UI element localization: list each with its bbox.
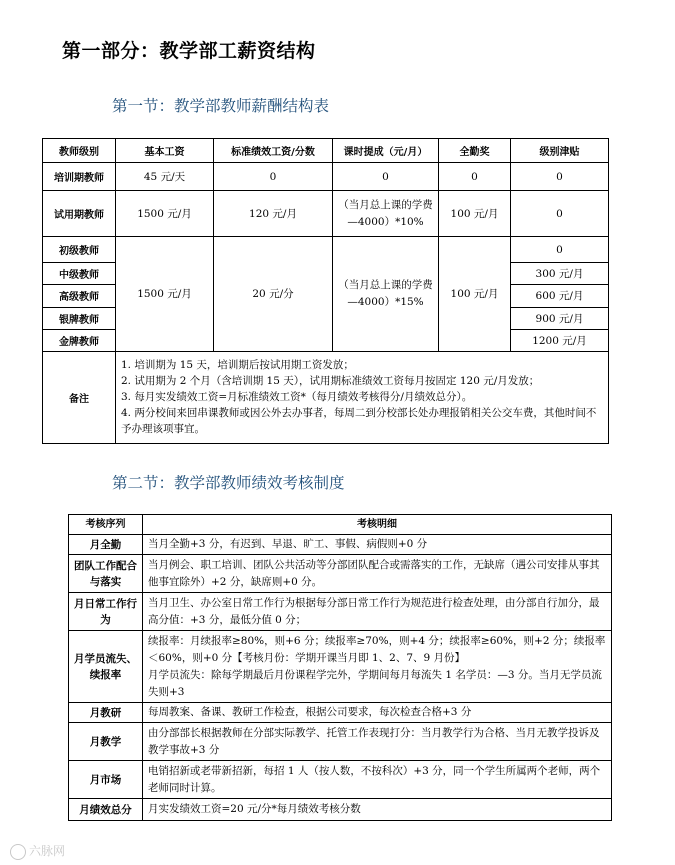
table-row [43,237,609,263]
level-cell: 中级教师 [43,263,116,285]
item-cell: 月绩效总分 [69,799,143,821]
attendance-cell: 0 [439,163,511,191]
detail-cell: 当月卫生、办公室日常工作行为根据每分部日常工作行为规范进行检查处理，由分部自行加分，最高分值：+3 分，最低分值 0 分； [143,593,612,631]
salary-structure-table [42,138,609,444]
table-row [69,593,612,631]
detail-line: 月学员流失：除每学期最后月份课程学完外，学期间每月每流失 1 名学员：—3 分。当月无学员流失则+3 [148,668,602,698]
base-cell: 45 元/天 [116,163,214,191]
detail-cell: 电销招新或老带新招新，每招 1 人（按人数，不按科次）+3 分，同一个学生所属两个老师，两个老师同时计算。 [143,761,612,799]
table-row [69,535,612,555]
section2-title: 第二节：教学部教师绩效考核制度 [112,474,345,492]
notes-row [43,351,609,443]
detail-line: 续报率：月续报率≥80%，则+6 分；续报率≥70%，则+4 分；续报率≥60%，则+2 分；续报率＜60%，则+0 分【考核月份：学期开课当月即 1、2、7、9 月份】 [148,634,606,664]
level-cell: 培训期教师 [43,163,116,191]
detail-cell: 每周教案、备课、教研工作检查，根据公司要求，每次检查合格+3 分 [143,703,612,723]
table-row [69,723,612,761]
allowance-cell: 0 [511,163,609,191]
note-item: 1. 培训期为 15 天，培训期后按试用期工资发放； [121,359,354,372]
header-cell: 考核序列 [69,515,143,535]
level-cell: 高级教师 [43,285,116,307]
table-row [69,761,612,799]
item-cell: 月教学 [69,723,143,761]
header-cell: 基本工资 [116,139,214,163]
allowance-cell: 1200 元/月 [511,329,609,351]
base-cell: 1500 元/月 [116,237,214,351]
table-header-row [69,515,612,535]
section1-title: 第一节：教学部教师薪酬结构表 [112,97,330,115]
commission-cell: （当月总上课的学费—4000）*10% [333,191,439,237]
base-cell: 1500 元/月 [116,191,214,237]
item-cell: 月全勤 [69,535,143,555]
item-cell: 团队工作配合与落实 [69,555,143,593]
header-cell: 标准绩效工资/分数 [214,139,333,163]
performance-table [68,514,612,821]
table-row [69,631,612,703]
detail-cell: 由分部部长根据教师在分部实际教学、托管工作表现打分：当月教学行为合格、当月无教学投诉及教学事故+3 分 [143,723,612,761]
attendance-cell: 100 元/月 [439,237,511,351]
item-cell: 月教研 [69,703,143,723]
level-cell: 银牌教师 [43,307,116,329]
level-cell: 金牌教师 [43,329,116,351]
perf-cell: 120 元/月 [214,191,333,237]
item-cell: 月市场 [69,761,143,799]
detail-cell: 当月例会、职工培训、团队公共活动等分部团队配合或需落实的工作，无缺席（遇公司安排从事其他事宜除外）+2 分，缺席则+0 分。 [143,555,612,593]
note-item: 4. 两分校间来回串课教师或因公外去办事者，每周二到分校部长处办理报销相关公交车费，其他时间不予办理该项事宜。 [121,407,597,436]
watermark [10,842,65,860]
table-row [69,799,612,821]
header-cell: 课时提成（元/月） [333,139,439,163]
note-item: 3. 每月实发绩效工资=月标准绩效工资*（每月绩效考核得分/月绩效总分）。 [121,391,473,404]
watermark-logo-icon [10,844,26,860]
allowance-cell: 0 [511,237,609,263]
notes-label: 备注 [43,351,116,443]
table-row [69,703,612,723]
detail-cell: 当月全勤+3 分，有迟到、早退、旷工、事假、病假则+0 分 [143,535,612,555]
header-cell: 全勤奖 [439,139,511,163]
perf-cell: 0 [214,163,333,191]
part-title: 第一部分：教学部工薪资结构 [62,40,316,62]
table-header-row [43,139,609,163]
item-cell: 月学员流失、续报率 [69,631,143,703]
allowance-cell: 900 元/月 [511,307,609,329]
level-cell: 初级教师 [43,237,116,263]
table-row [69,555,612,593]
detail-cell: 月实发绩效工资=20 元/分*每月绩效考核分数 [143,799,612,821]
notes-cell [116,351,609,443]
item-cell: 月日常工作行为 [69,593,143,631]
watermark-text: 六脉网 [29,844,66,858]
table-row [43,163,609,191]
commission-cell: 0 [333,163,439,191]
header-cell: 级别津贴 [511,139,609,163]
commission-cell: （当月总上课的学费—4000）*15% [333,237,439,351]
table-row [43,191,609,237]
level-cell: 试用期教师 [43,191,116,237]
note-item: 2. 试用期为 2 个月（含培训期 15 天），试用期标准绩效工资每月按固定 120 元/月发放； [121,375,540,388]
allowance-cell: 300 元/月 [511,263,609,285]
detail-cell [143,631,612,703]
allowance-cell: 0 [511,191,609,237]
header-cell: 教师级别 [43,139,116,163]
attendance-cell: 100 元/月 [439,191,511,237]
perf-cell: 20 元/分 [214,237,333,351]
header-cell: 考核明细 [143,515,612,535]
allowance-cell: 600 元/月 [511,285,609,307]
